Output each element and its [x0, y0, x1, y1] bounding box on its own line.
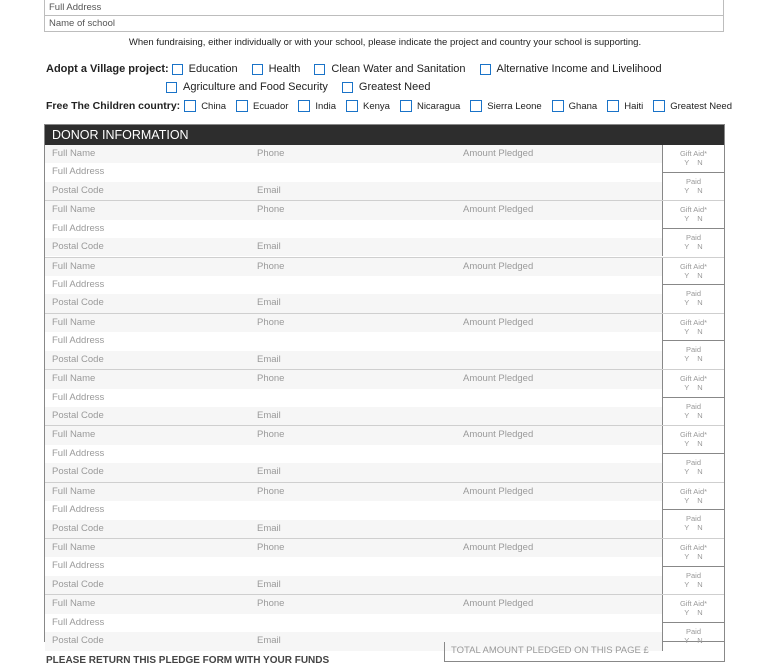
paid-label: Paid — [685, 514, 701, 524]
country-ghana-option[interactable] — [552, 100, 608, 112]
donor-entry — [45, 426, 724, 482]
email-field[interactable]: Email — [257, 522, 281, 534]
adopt-greatest-need-label: Greatest Need — [358, 81, 431, 93]
gift-aid-box[interactable] — [662, 314, 724, 342]
total-pledged-field[interactable]: TOTAL AMOUNT PLEDGED ON THIS PAGE £ — [444, 642, 725, 662]
gift-aid-yes[interactable]: Y — [684, 439, 690, 449]
country-sierra-leone-option[interactable] — [470, 100, 551, 112]
country-nicaragua-label: Nicaragua — [416, 100, 461, 112]
paid-label: Paid — [685, 176, 701, 186]
paid-yes-no — [663, 186, 724, 195]
gift-aid-no[interactable]: N — [697, 270, 703, 280]
donor-line-2 — [45, 614, 662, 632]
paid-no[interactable]: N — [697, 241, 703, 251]
amount-pledged-field[interactable]: Amount Pledged — [463, 598, 534, 610]
donor-address-field[interactable]: Full Address — [52, 616, 105, 628]
full-name-field[interactable]: Full Name — [52, 204, 96, 216]
country-haiti-option[interactable] — [607, 100, 653, 112]
donor-line-2 — [45, 557, 662, 575]
postal-code-field[interactable]: Postal Code — [52, 353, 104, 365]
phone-field[interactable]: Phone — [257, 542, 285, 554]
amount-pledged-field[interactable]: Amount Pledged — [463, 542, 534, 554]
donor-line-3 — [45, 294, 662, 312]
adopt-health-label: Health — [268, 63, 301, 75]
phone-field[interactable]: Phone — [257, 373, 285, 385]
gift-aid-box[interactable] — [662, 145, 724, 173]
country-sierra-leone-checkbox[interactable] — [470, 100, 482, 112]
country-kenya-checkbox[interactable] — [346, 100, 358, 112]
gift-aid-label: Gift Aid* — [679, 317, 708, 327]
donor-entry — [45, 201, 724, 257]
paid-box[interactable] — [662, 173, 724, 201]
country-nicaragua-checkbox[interactable] — [400, 100, 412, 112]
donor-line-1 — [45, 426, 662, 444]
paid-no[interactable]: N — [697, 185, 703, 195]
donor-entry — [45, 370, 724, 426]
empty-cell — [456, 182, 662, 200]
email-field[interactable]: Email — [257, 635, 281, 647]
full-name-field[interactable]: Full Name — [52, 148, 96, 159]
country-row — [46, 100, 742, 112]
donor-line-1 — [45, 258, 662, 276]
gift-aid-yes[interactable]: Y — [684, 326, 690, 336]
donor-line-1 — [45, 370, 662, 388]
country-haiti-label: Haiti — [624, 100, 644, 112]
adopt-alternative-income-and-livelihood-checkbox[interactable] — [480, 64, 491, 75]
full-name-field[interactable]: Full Name — [52, 598, 96, 610]
donor-address-field[interactable]: Full Address — [52, 335, 105, 347]
gift-aid-box[interactable] — [662, 370, 724, 398]
adopt-clean-water-and-sanitation-option[interactable] — [314, 63, 479, 75]
postal-code-field[interactable]: Postal Code — [52, 522, 104, 534]
full-name-field[interactable]: Full Name — [52, 373, 96, 385]
adopt-village-row-2 — [166, 81, 444, 93]
paid-no[interactable]: N — [697, 410, 703, 420]
donor-line-1 — [45, 145, 662, 163]
amount-pledged-field[interactable]: Amount Pledged — [463, 260, 534, 272]
donor-line-3 — [45, 407, 662, 425]
amount-pledged-field[interactable]: Amount Pledged — [463, 316, 534, 328]
adopt-clean-water-and-sanitation-checkbox[interactable] — [314, 64, 325, 75]
full-name-field[interactable]: Full Name — [52, 429, 96, 441]
paid-yes-no — [663, 242, 724, 251]
gift-aid-box[interactable] — [662, 595, 724, 623]
donor-line-2 — [45, 220, 662, 238]
adopt-village-label: Adopt a Village project: — [46, 63, 169, 75]
email-field[interactable]: Email — [257, 241, 281, 253]
donor-address-field[interactable]: Full Address — [52, 166, 105, 178]
paid-yes-no — [663, 298, 724, 307]
gift-aid-box[interactable] — [662, 201, 724, 229]
paid-label: Paid — [685, 458, 701, 468]
donor-entry — [45, 258, 724, 314]
full-name-field[interactable]: Full Name — [52, 542, 96, 554]
donor-line-3 — [45, 576, 662, 594]
empty-cell — [456, 520, 662, 538]
gift-aid-yes[interactable]: Y — [684, 552, 690, 562]
email-field[interactable]: Email — [257, 297, 281, 309]
donor-information-heading: DONOR INFORMATION — [45, 125, 724, 145]
gift-aid-yes-no — [663, 608, 724, 617]
country-ghana-checkbox[interactable] — [552, 100, 564, 112]
phone-field[interactable]: Phone — [257, 429, 285, 441]
paid-yes[interactable]: Y — [684, 298, 690, 308]
empty-cell — [456, 238, 662, 256]
country-greatest-need-label: Greatest Need — [670, 100, 733, 112]
school-name-field[interactable]: Name of school — [44, 16, 724, 32]
country-ecuador-checkbox[interactable] — [236, 100, 248, 112]
donor-entry — [45, 145, 724, 201]
paid-box[interactable] — [662, 341, 724, 369]
phone-field[interactable]: Phone — [257, 204, 285, 216]
gift-aid-label: Gift Aid* — [679, 430, 708, 440]
donor-address-field[interactable]: Full Address — [52, 447, 105, 459]
gift-aid-no[interactable]: N — [697, 326, 703, 336]
paid-yes[interactable]: Y — [684, 523, 690, 533]
paid-no[interactable]: N — [697, 579, 703, 589]
donor-line-2 — [45, 445, 662, 463]
postal-code-field[interactable]: Postal Code — [52, 578, 104, 590]
adopt-agriculture-and-food-security-label: Agriculture and Food Security — [183, 81, 328, 93]
donor-line-1 — [45, 201, 662, 219]
phone-field[interactable]: Phone — [257, 148, 285, 159]
full-address-field[interactable]: Full Address — [44, 0, 724, 16]
country-india-label: India — [315, 100, 337, 112]
adopt-alternative-income-and-livelihood-option[interactable] — [480, 63, 676, 75]
donor-line-1 — [45, 314, 662, 332]
postal-code-field[interactable]: Postal Code — [52, 297, 104, 309]
gift-aid-yes-no — [663, 158, 724, 167]
paid-no[interactable]: N — [697, 635, 703, 645]
gift-aid-box[interactable] — [662, 258, 724, 286]
full-name-field[interactable]: Full Name — [52, 316, 96, 328]
phone-field[interactable]: Phone — [257, 485, 285, 497]
gift-aid-yes-no — [663, 214, 724, 223]
paid-yes[interactable]: Y — [684, 241, 690, 251]
donor-line-3 — [45, 520, 662, 538]
paid-no[interactable]: N — [697, 523, 703, 533]
postal-code-field[interactable]: Postal Code — [52, 241, 104, 253]
email-field[interactable]: Email — [257, 578, 281, 590]
gift-aid-no[interactable]: N — [697, 495, 703, 505]
gift-aid-label: Gift Aid* — [679, 205, 708, 215]
email-field[interactable]: Email — [257, 184, 281, 196]
paid-yes[interactable]: Y — [684, 185, 690, 195]
paid-yes[interactable]: Y — [684, 354, 690, 364]
paid-yes-no — [663, 523, 724, 532]
paid-yes[interactable]: Y — [684, 635, 690, 645]
gift-aid-box[interactable] — [662, 539, 724, 567]
paid-label: Paid — [685, 401, 701, 411]
country-india-option[interactable] — [298, 100, 346, 112]
paid-box[interactable] — [662, 567, 724, 595]
gift-aid-yes[interactable]: Y — [684, 214, 690, 224]
paid-yes[interactable]: Y — [684, 410, 690, 420]
donor-line-1 — [45, 595, 662, 613]
paid-yes[interactable]: Y — [684, 467, 690, 477]
paid-box[interactable] — [662, 229, 724, 257]
postal-code-field[interactable]: Postal Code — [52, 409, 104, 421]
paid-label: Paid — [685, 289, 701, 299]
gift-aid-yes[interactable]: Y — [684, 270, 690, 280]
paid-yes-no — [663, 580, 724, 589]
gift-aid-no[interactable]: N — [697, 439, 703, 449]
country-greatest-need-checkbox[interactable] — [653, 100, 665, 112]
adopt-village-row — [46, 63, 676, 75]
paid-box[interactable] — [662, 510, 724, 538]
gift-aid-box[interactable] — [662, 483, 724, 511]
country-nicaragua-option[interactable] — [400, 100, 470, 112]
gift-aid-yes[interactable]: Y — [684, 608, 690, 618]
donor-line-1 — [45, 539, 662, 557]
gift-aid-label: Gift Aid* — [679, 599, 708, 609]
empty-cell — [456, 463, 662, 481]
email-field[interactable]: Email — [257, 409, 281, 421]
gift-aid-yes-no — [663, 383, 724, 392]
country-ecuador-option[interactable] — [236, 100, 298, 112]
donor-address-field[interactable]: Full Address — [52, 222, 105, 234]
donor-entry — [45, 539, 724, 595]
postal-code-field[interactable]: Postal Code — [52, 466, 104, 478]
gift-aid-box[interactable] — [662, 426, 724, 454]
gift-aid-label: Gift Aid* — [679, 543, 708, 553]
paid-no[interactable]: N — [697, 298, 703, 308]
donor-address-field[interactable]: Full Address — [52, 504, 105, 516]
empty-cell — [456, 407, 662, 425]
gift-aid-no[interactable]: N — [697, 552, 703, 562]
phone-field[interactable]: Phone — [257, 260, 285, 272]
gift-aid-yes[interactable]: Y — [684, 383, 690, 393]
donor-line-2 — [45, 163, 662, 181]
donor-line-3 — [45, 238, 662, 256]
country-india-checkbox[interactable] — [298, 100, 310, 112]
country-haiti-checkbox[interactable] — [607, 100, 619, 112]
donor-line-2 — [45, 501, 662, 519]
email-field[interactable]: Email — [257, 353, 281, 365]
country-greatest-need-option[interactable] — [653, 100, 742, 112]
donor-entry — [45, 483, 724, 539]
adopt-agriculture-and-food-security-option[interactable] — [166, 81, 342, 93]
adopt-health-option[interactable] — [252, 63, 315, 75]
donor-address-field[interactable]: Full Address — [52, 391, 105, 403]
phone-field[interactable]: Phone — [257, 316, 285, 328]
paid-label: Paid — [685, 626, 701, 636]
gift-aid-yes-no — [663, 271, 724, 280]
gift-aid-yes-no — [663, 439, 724, 448]
email-field[interactable]: Email — [257, 466, 281, 478]
adopt-education-checkbox[interactable] — [172, 64, 183, 75]
paid-label: Paid — [685, 345, 701, 355]
donor-address-field[interactable]: Full Address — [52, 278, 105, 290]
amount-pledged-field[interactable]: Amount Pledged — [463, 204, 534, 216]
donor-address-field[interactable]: Full Address — [52, 560, 105, 572]
paid-label: Paid — [685, 570, 701, 580]
adopt-education-option[interactable] — [172, 63, 252, 75]
donor-line-2 — [45, 276, 662, 294]
donor-line-2 — [45, 332, 662, 350]
phone-field[interactable]: Phone — [257, 598, 285, 610]
postal-code-field[interactable]: Postal Code — [52, 184, 104, 196]
country-sierra-leone-label: Sierra Leone — [487, 100, 542, 112]
paid-yes-no — [663, 467, 724, 476]
empty-cell — [456, 576, 662, 594]
country-ecuador-label: Ecuador — [253, 100, 289, 112]
donor-line-3 — [45, 182, 662, 200]
paid-box[interactable] — [662, 398, 724, 426]
gift-aid-yes-no — [663, 327, 724, 336]
gift-aid-label: Gift Aid* — [679, 486, 708, 496]
donor-information-table — [44, 124, 725, 647]
gift-aid-no[interactable]: N — [697, 158, 703, 167]
full-name-field[interactable]: Full Name — [52, 485, 96, 497]
gift-aid-yes[interactable]: Y — [684, 158, 690, 167]
paid-label: Paid — [685, 232, 701, 242]
gift-aid-no[interactable]: N — [697, 383, 703, 393]
gift-aid-yes-no — [663, 496, 724, 505]
country-china-option[interactable] — [184, 100, 236, 112]
adopt-alternative-income-and-livelihood-label: Alternative Income and Livelihood — [496, 63, 662, 75]
gift-aid-label: Gift Aid* — [679, 374, 708, 384]
full-name-field[interactable]: Full Name — [52, 260, 96, 272]
adopt-education-label: Education — [188, 63, 238, 75]
gift-aid-no[interactable]: N — [697, 608, 703, 618]
donor-entry — [45, 314, 724, 370]
amount-pledged-field[interactable]: Amount Pledged — [463, 148, 534, 159]
paid-yes-no — [663, 354, 724, 363]
adopt-health-checkbox[interactable] — [252, 64, 263, 75]
gift-aid-label: Gift Aid* — [679, 261, 708, 271]
paid-no[interactable]: N — [697, 354, 703, 364]
donor-line-2 — [45, 389, 662, 407]
paid-no[interactable]: N — [697, 467, 703, 477]
gift-aid-yes-no — [663, 552, 724, 561]
amount-pledged-field[interactable]: Amount Pledged — [463, 485, 534, 497]
paid-box[interactable] — [662, 454, 724, 482]
gift-aid-yes[interactable]: Y — [684, 495, 690, 505]
adopt-greatest-need-option[interactable] — [342, 81, 445, 93]
paid-yes-no — [663, 411, 724, 420]
adopt-agriculture-and-food-security-checkbox[interactable] — [166, 82, 177, 93]
country-kenya-label: Kenya — [363, 100, 390, 112]
donor-line-3 — [45, 351, 662, 369]
country-ghana-label: Ghana — [568, 100, 598, 112]
gift-aid-label: Gift Aid* — [679, 149, 708, 158]
paid-yes[interactable]: Y — [684, 579, 690, 589]
postal-code-field[interactable]: Postal Code — [52, 635, 104, 647]
donor-rows — [45, 145, 724, 651]
amount-pledged-field[interactable]: Amount Pledged — [463, 373, 534, 385]
gift-aid-no[interactable]: N — [697, 214, 703, 224]
country-label: Free The Children country: — [46, 100, 181, 112]
paid-box[interactable] — [662, 285, 724, 313]
empty-cell — [456, 351, 662, 369]
amount-pledged-field[interactable]: Amount Pledged — [463, 429, 534, 441]
return-note: PLEASE RETURN THIS PLEDGE FORM WITH YOUR FUNDS — [46, 655, 330, 666]
project-instructions: When fundraising, either individually or with your school, please indicate the project and country your school is supporting. — [128, 37, 642, 48]
adopt-greatest-need-checkbox[interactable] — [342, 82, 353, 93]
country-kenya-option[interactable] — [346, 100, 400, 112]
adopt-clean-water-and-sanitation-label: Clean Water and Sanitation — [331, 63, 466, 75]
donor-line-1 — [45, 483, 662, 501]
empty-cell — [456, 294, 662, 312]
donor-line-3 — [45, 463, 662, 481]
country-china-label: China — [201, 100, 227, 112]
country-china-checkbox[interactable] — [184, 100, 196, 112]
